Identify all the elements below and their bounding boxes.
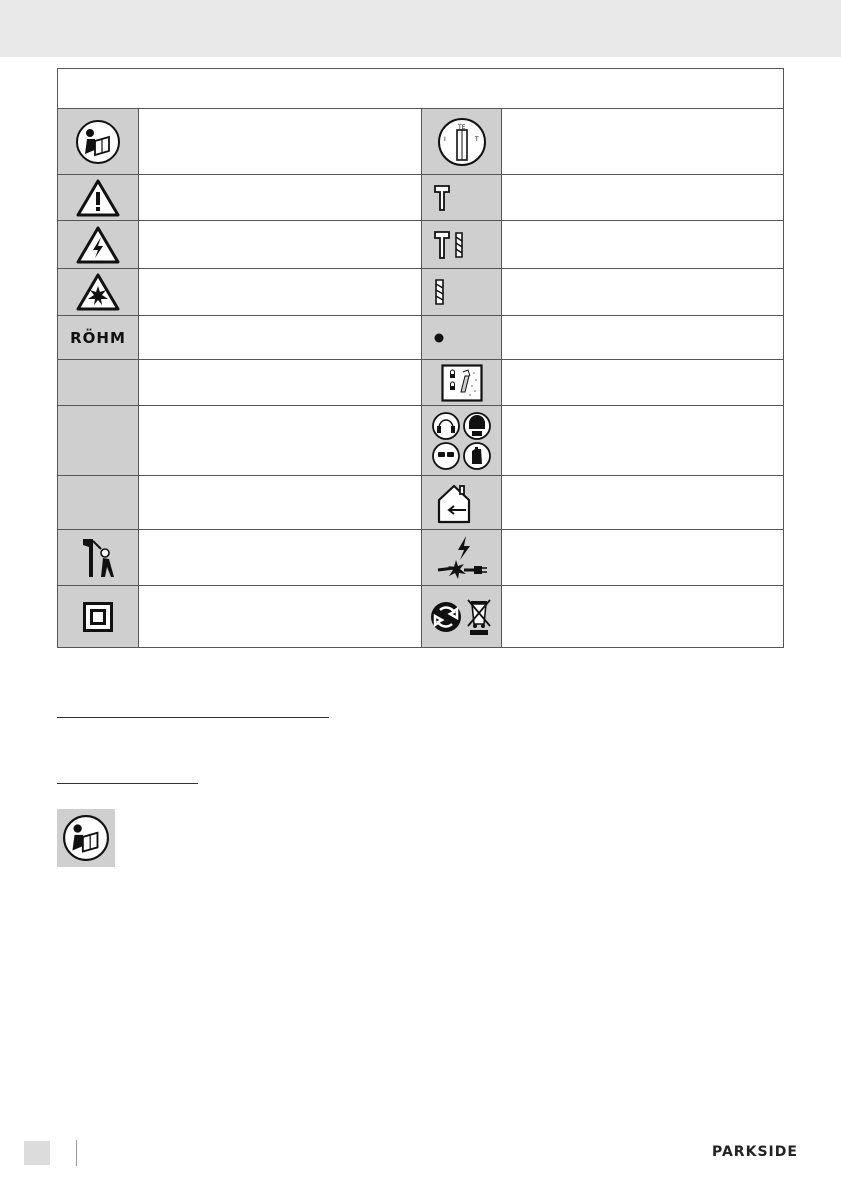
text-cell [501, 221, 783, 268]
text-cell [501, 360, 783, 405]
icon-cell [58, 360, 138, 405]
icon-cell [58, 476, 138, 529]
text-cell [501, 175, 783, 220]
read-manual-badge [57, 809, 115, 867]
text-cell [138, 530, 421, 585]
protective-equipment-icon [431, 411, 493, 471]
table-row [58, 175, 783, 221]
table-row [58, 269, 783, 316]
text-cell [501, 316, 783, 359]
safety-notice-icon [441, 364, 483, 402]
electric-shock-icon [75, 225, 121, 265]
protection-class-ii-icon [83, 602, 113, 632]
recycling-disposal-icon [430, 596, 494, 638]
icon-cell [58, 175, 138, 220]
entanglement-icon [81, 537, 115, 579]
icon-cell [58, 406, 138, 475]
text-cell [138, 360, 421, 405]
brand-logo: PARKSIDE [712, 1144, 798, 1160]
icon-cell [421, 221, 501, 268]
hammer-icon [434, 185, 450, 211]
text-cell [138, 221, 421, 268]
text-cell [138, 586, 421, 647]
table-header [58, 69, 783, 109]
dot-icon [434, 333, 444, 343]
warning-icon [75, 178, 121, 218]
indoor-use-icon [436, 482, 472, 524]
table-row [58, 316, 783, 360]
text-cell [501, 109, 783, 174]
table-row [58, 360, 783, 406]
text-cell [138, 109, 421, 174]
icon-cell [421, 530, 501, 585]
speed-dial-icon [436, 116, 488, 168]
table-row [58, 221, 783, 269]
damaged-cable-icon [436, 534, 488, 582]
subsection-heading-underline [57, 783, 198, 784]
icon-cell [58, 586, 138, 647]
table-row [58, 476, 783, 530]
section-heading-underline [57, 717, 329, 718]
drill-bit-icon [434, 278, 446, 306]
explosion-icon [75, 272, 121, 312]
read-manual-icon [62, 814, 110, 862]
text-cell [501, 586, 783, 647]
footer-divider [76, 1140, 77, 1166]
table-row [58, 586, 783, 647]
icon-cell [421, 109, 501, 174]
text-cell [138, 476, 421, 529]
svg-text:I: I [443, 135, 446, 143]
icon-cell [58, 109, 138, 174]
page-number-box [24, 1141, 50, 1165]
icon-cell [58, 316, 138, 359]
icon-cell [421, 406, 501, 475]
icon-cell [421, 476, 501, 529]
icon-cell [421, 269, 501, 315]
table-row [58, 109, 783, 175]
icon-cell [421, 586, 501, 647]
text-cell [138, 269, 421, 315]
icon-cell [421, 316, 501, 359]
text-cell [501, 269, 783, 315]
svg-text:T: T [474, 135, 479, 143]
icon-cell [58, 221, 138, 268]
text-cell [138, 175, 421, 220]
icon-cell [58, 269, 138, 315]
top-band [0, 0, 841, 57]
text-cell [138, 406, 421, 475]
text-cell [501, 530, 783, 585]
icon-cell [421, 175, 501, 220]
svg-text:TE: TE [457, 123, 465, 131]
table-row [58, 406, 783, 476]
rohm-logo: RÖHM [70, 328, 126, 347]
hammer-drill-icon [434, 231, 468, 259]
read-manual-icon [75, 119, 121, 165]
text-cell [138, 316, 421, 359]
icon-cell [58, 530, 138, 585]
text-cell [501, 476, 783, 529]
text-cell [501, 406, 783, 475]
symbol-table [57, 68, 784, 648]
table-row [58, 530, 783, 586]
icon-cell [421, 360, 501, 405]
